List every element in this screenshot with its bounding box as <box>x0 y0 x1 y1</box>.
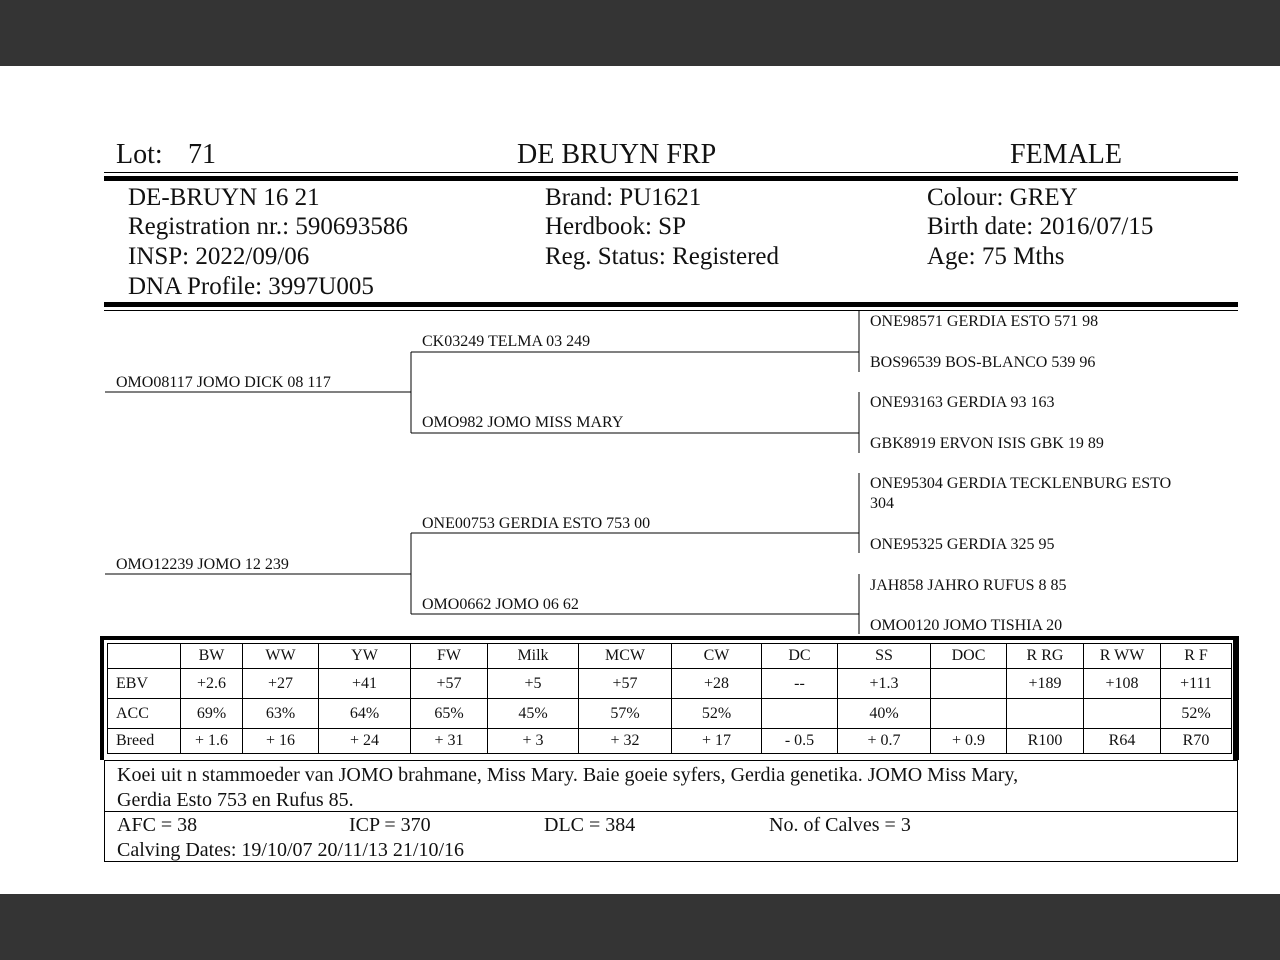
ebv-cell: 40% <box>838 699 931 729</box>
ebv-cell: ACC <box>108 699 181 729</box>
ebv-cell: + 0.7 <box>838 729 931 754</box>
ebv-cell: +5 <box>488 669 579 699</box>
pedigree-sire-dam: OMO982 JOMO MISS MARY <box>422 414 624 431</box>
ebv-header-cell: DC <box>762 644 838 669</box>
ebv-cell <box>931 669 1007 699</box>
ebv-cell: + 32 <box>579 729 672 754</box>
ebv-header-cell: R WW <box>1084 644 1161 669</box>
ebv-header-cell: SS <box>838 644 931 669</box>
ebv-cell: +41 <box>319 669 411 699</box>
ebv-cell: 63% <box>243 699 319 729</box>
ebv-cell: +1.3 <box>838 669 931 699</box>
ebv-row-acc <box>108 699 1232 729</box>
breeder-name: DE BRUYN FRP <box>517 139 717 170</box>
registration-number: Registration nr.: 590693586 <box>128 213 408 240</box>
ebv-header-cell: YW <box>319 644 411 669</box>
ebv-header-cell: DOC <box>931 644 1007 669</box>
ebv-cell: + 31 <box>411 729 488 754</box>
ebv-cell <box>762 699 838 729</box>
ebv-cell: + 17 <box>672 729 762 754</box>
ebv-cell: +57 <box>579 669 672 699</box>
ebv-cell: R100 <box>1007 729 1084 754</box>
ebv-cell: EBV <box>108 669 181 699</box>
ebv-cell: 45% <box>488 699 579 729</box>
ebv-cell: + 3 <box>488 729 579 754</box>
ebv-cell <box>1007 699 1084 729</box>
inspection-date: INSP: 2022/09/06 <box>128 243 310 270</box>
pedigree-gg-8: OMO0120 JOMO TISHIA 20 <box>870 617 1063 634</box>
pedigree-sire-sire: CK03249 TELMA 03 249 <box>422 333 591 350</box>
ebv-header-row <box>108 644 1232 669</box>
ebv-header-cell: CW <box>672 644 762 669</box>
comment-line-2: Gerdia Esto 753 en Rufus 85. <box>117 789 354 811</box>
comments-box <box>104 760 1238 812</box>
pedigree-gg-6: ONE95325 GERDIA 325 95 <box>870 536 1055 553</box>
ebv-header-cell <box>108 644 181 669</box>
ebv-cell: +2.6 <box>181 669 243 699</box>
pedigree-gg-7: JAH858 JAHRO RUFUS 8 85 <box>870 577 1067 594</box>
ebv-cell: + 16 <box>243 729 319 754</box>
ebv-header-cell: BW <box>181 644 243 669</box>
colour: Colour: GREY <box>927 184 1078 211</box>
ebv-row-ebv <box>108 669 1232 699</box>
ebv-cell: 69% <box>181 699 243 729</box>
ebv-cell: 52% <box>672 699 762 729</box>
ebv-cell: 57% <box>579 699 672 729</box>
pedigree-sire: OMO08117 JOMO DICK 08 117 <box>116 374 331 391</box>
pedigree-gg-5-cont: 304 <box>870 495 894 512</box>
lot-number: 71 <box>188 139 216 170</box>
pedigree-gg-3: ONE93163 GERDIA 93 163 <box>870 394 1055 411</box>
sex-label: FEMALE <box>1010 139 1122 170</box>
afc-value: AFC = 38 <box>117 814 198 836</box>
ebv-header-cell: FW <box>411 644 488 669</box>
ebv-cell <box>1084 699 1161 729</box>
birth-date: Birth date: 2016/07/15 <box>927 213 1154 240</box>
pedigree-gg-4: GBK8919 ERVON ISIS GBK 19 89 <box>870 435 1104 452</box>
pedigree-gg-2: BOS96539 BOS-BLANCO 539 96 <box>870 354 1096 371</box>
calving-box <box>104 811 1238 862</box>
ebv-cell: + 24 <box>319 729 411 754</box>
age: Age: 75 Mths <box>927 243 1065 270</box>
ebv-header-cell: R F <box>1161 644 1232 669</box>
dna-profile: DNA Profile: 3997U005 <box>128 273 374 300</box>
ebv-header-cell: Milk <box>488 644 579 669</box>
ebv-cell: 65% <box>411 699 488 729</box>
ebv-cell: +189 <box>1007 669 1084 699</box>
ebv-row-breed <box>108 729 1232 754</box>
lot-label: Lot: <box>116 139 163 170</box>
ebv-header-cell: WW <box>243 644 319 669</box>
ebv-cell: +111 <box>1161 669 1232 699</box>
brand: Brand: PU1621 <box>545 184 702 211</box>
ebv-cell: Breed <box>108 729 181 754</box>
ebv-header-cell: R RG <box>1007 644 1084 669</box>
ebv-table <box>107 643 1232 754</box>
pedigree-gg-5: ONE95304 GERDIA TECKLENBURG ESTO <box>870 475 1172 492</box>
ebv-cell: -- <box>762 669 838 699</box>
herdbook: Herdbook: SP <box>545 213 686 240</box>
icp-value: ICP = 370 <box>349 814 431 836</box>
animal-name: DE-BRUYN 16 21 <box>128 184 320 211</box>
ebv-cell: R64 <box>1084 729 1161 754</box>
number-of-calves: No. of Calves = 3 <box>769 814 911 836</box>
ebv-cell: +28 <box>672 669 762 699</box>
pedigree-gg-1: ONE98571 GERDIA ESTO 571 98 <box>870 313 1099 330</box>
calving-dates: Calving Dates: 19/10/07 20/11/13 21/10/16 <box>117 839 465 861</box>
ebv-cell: 64% <box>319 699 411 729</box>
dlc-value: DLC = 384 <box>544 814 636 836</box>
ebv-cell <box>931 699 1007 729</box>
pedigree-dam: OMO12239 JOMO 12 239 <box>116 556 289 573</box>
ebv-cell: - 0.5 <box>762 729 838 754</box>
ebv-cell: +27 <box>243 669 319 699</box>
ebv-cell: + 0.9 <box>931 729 1007 754</box>
ebv-header-cell: MCW <box>579 644 672 669</box>
pedigree-dam-dam: OMO0662 JOMO 06 62 <box>422 596 579 613</box>
registration-status: Reg. Status: Registered <box>545 243 779 270</box>
comment-line-1: Koei uit n stammoeder van JOMO brahmane, Miss Mary. Baie goeie syfers, Gerdia genetika. JOMO Miss Mary, <box>117 764 1019 786</box>
ebv-cell: +57 <box>411 669 488 699</box>
ebv-cell: R70 <box>1161 729 1232 754</box>
ebv-cell: +108 <box>1084 669 1161 699</box>
pedigree-dam-sire: ONE00753 GERDIA ESTO 753 00 <box>422 515 651 532</box>
ebv-table-top-rule <box>100 636 1239 640</box>
ebv-cell: + 1.6 <box>181 729 243 754</box>
ebv-cell: 52% <box>1161 699 1232 729</box>
